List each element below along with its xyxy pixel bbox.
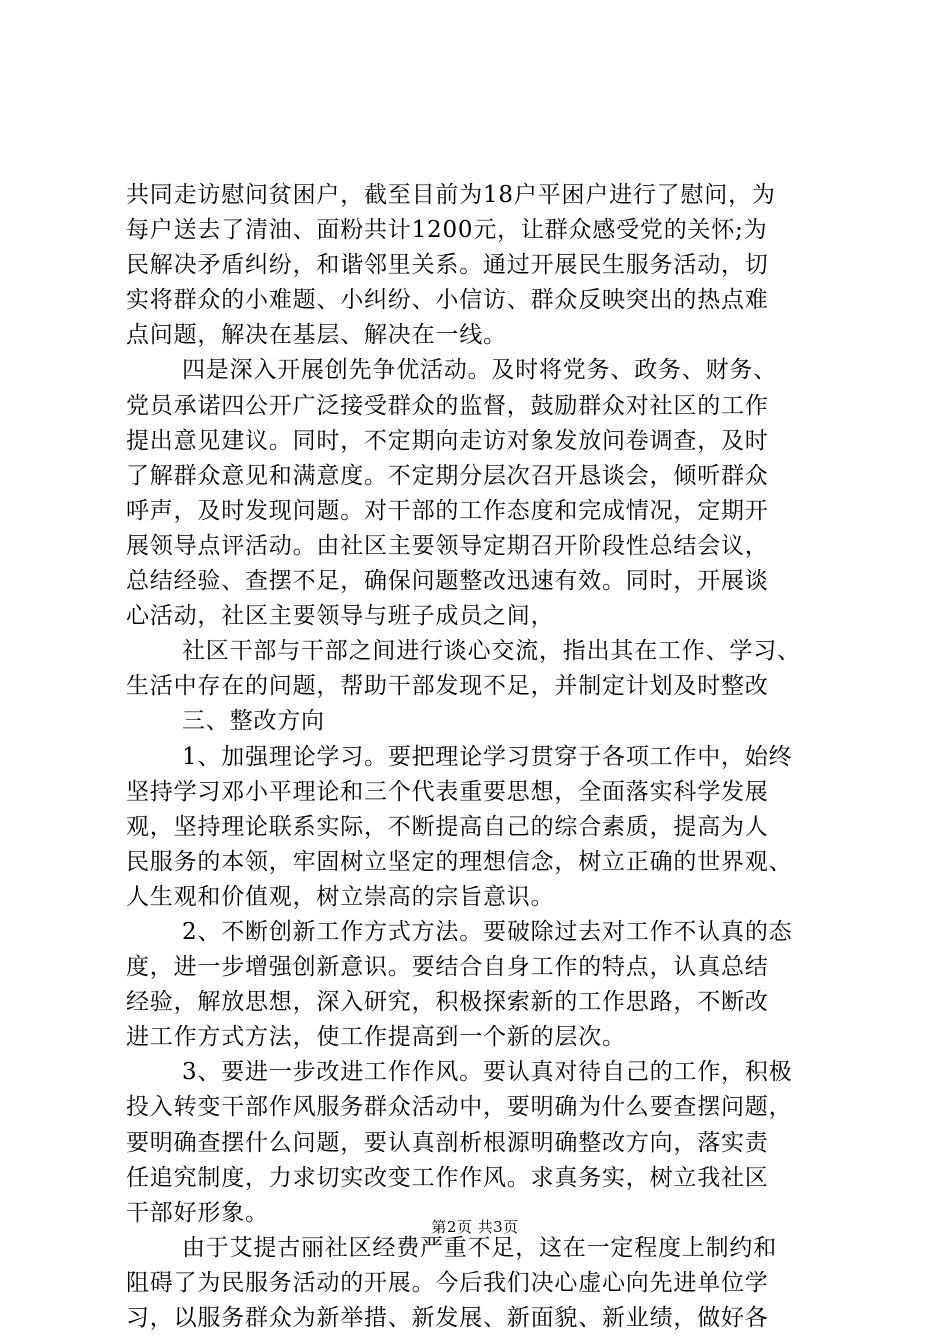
text-line: 人生观和价值观，树立崇高的宗旨意识。 [126,883,555,910]
text-line: 提出意见建议。同时，不定期向走访对象发放问卷调查，及时 [126,427,769,454]
text-line: 每户送去了清油、面粉共计1200元，让群众感受党的关怀;为 [126,217,768,244]
text-line: 2、不断创新工作方式方法。要破除过去对工作不认真的态 [182,918,793,945]
text-line: 总结经验、查摆不足，确保问题整改迅速有效。同时，开展谈 [126,568,769,595]
text-line: 观，坚持理论联系实际，不断提高自己的综合素质，提高为人 [126,813,769,840]
text-line: 由于艾提古丽社区经费严重不足，这在一定程度上制约和 [182,1234,777,1261]
text-line: 四是深入开展创先争优活动。及时将党务、政务、财务、 [182,357,777,384]
page-footer: 第2页 共3页 [431,1218,519,1236]
text-line: 3、要进一步改进工作作风。要认真对待自己的工作，积极 [182,1059,793,1086]
document-body [126,178,832,1336]
text-line: 要明确查摆什么问题，要认真剖析根源明确整改方向，落实责 [126,1129,769,1156]
text-line: 坚持学习邓小平理论和三个代表重要思想，全面落实科学发展 [126,778,769,805]
text-line: 党员承诺四公开广泛接受群众的监督，鼓励群众对社区的工作 [126,392,769,419]
text-line: 实将群众的小难题、小纠纷、小信访、群众反映突出的热点难 [126,287,769,314]
text-line: 度，进一步增强创新意识。要结合自身工作的特点，认真总结 [126,954,769,981]
text-line: 呼声，及时发现问题。对干部的工作态度和完成情况，定期开 [126,497,769,524]
text-line: 民解决矛盾纠纷，和谐邻里关系。通过开展民生服务活动，切 [126,252,769,279]
text-line: 三、整改方向 [182,708,325,735]
text-line: 经验，解放思想，深入研究，积极探索新的工作思路，不断改 [126,989,769,1016]
text-line: 干部好形象。 [126,1199,269,1226]
text-line: 民服务的本领，牢固树立坚定的理想信念，树立正确的世界观、 [126,848,793,875]
text-line: 共同走访慰问贫困户，截至目前为18户平困户进行了慰问，为 [126,182,776,208]
text-line: 阻碍了为民服务活动的开展。今后我们决心虚心向先进单位学 [126,1269,769,1296]
text-line: 任追究制度，力求切实改变工作作风。求真务实，树立我社区 [126,1164,769,1191]
text-line: 社区干部与干部之间进行谈心交流，指出其在工作、学习、 [182,638,801,665]
text-line: 投入转变干部作风服务群众活动中，要明确为什么要查摆问题， [126,1094,793,1121]
text-line: 了解群众意见和满意度。不定期分层次召开恳谈会，倾听群众 [126,462,769,489]
text-line: 习，以服务群众为新举措、新发展、新面貌、新业绩，做好各 [126,1305,769,1331]
text-line: 心活动，社区主要领导与班子成员之间， [126,603,555,630]
text-line: 展领导点评活动。由社区主要领导定期召开阶段性总结会议， [126,532,769,559]
text-line: 生活中存在的问题，帮助干部发现不足，并制定计划及时整改 [126,673,769,700]
text-line: 点问题，解决在基层、解决在一线。 [126,322,507,349]
text-line: 进工作方式方法，使工作提高到一个新的层次。 [126,1024,626,1051]
text-line: 1、加强理论学习。要把理论学习贯穿于各项工作中，始终 [182,743,793,770]
